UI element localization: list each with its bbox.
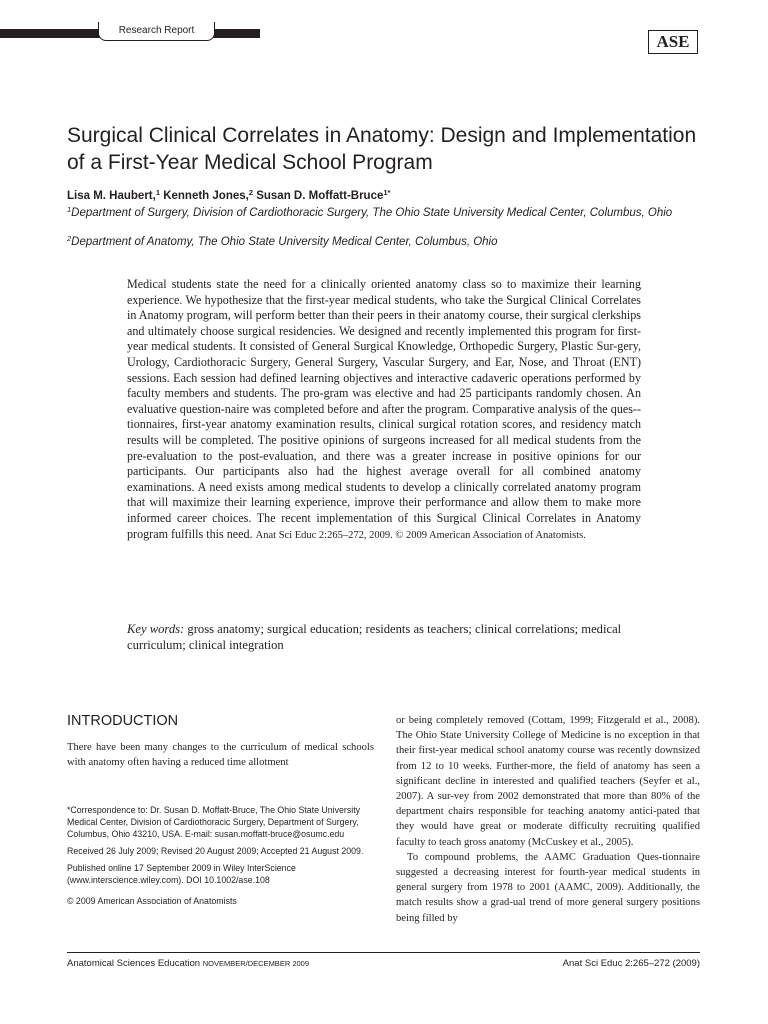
- body-paragraph: To compound problems, the AAMC Graduation Ques-tionnaire suggested a decreasing interest for fourth-year medical students in general surgery from 1978 to 2001 (AAMC, 2009). Additionally, the match results show a grad-ual trend of more general surgery positions being filled by: [396, 851, 700, 924]
- right-column: [396, 713, 700, 926]
- footnotes: [67, 804, 374, 912]
- footer-divider: [67, 952, 700, 953]
- journal-logo: ASE: [648, 30, 698, 54]
- author-affiliation-mark: 1: [155, 188, 160, 197]
- section-label: Research Report: [98, 22, 215, 41]
- abstract-citation: Anat Sci Educ 2:265–272, 2009. © 2009 American Association of Anatomists.: [255, 529, 586, 541]
- published-note: Published online 17 September 2009 in Wiley InterScience (www.interscience.wiley.com). DOI 10.1002/ase.108: [67, 863, 296, 885]
- author-name: Kenneth Jones,: [163, 190, 249, 202]
- author-name: Susan D. Moffatt-Bruce: [256, 190, 384, 202]
- section-heading: INTRODUCTION: [67, 713, 179, 729]
- journal-name: Anatomical Sciences Education: [67, 958, 201, 969]
- footer-journal: [67, 958, 309, 970]
- keywords-text: gross anatomy; surgical education; residents as teachers; clinical correlations; medical curriculum; clinical integration: [127, 622, 622, 652]
- received-note: Received 26 July 2009; Revised 20 August 2009; Accepted 21 August 2009.: [67, 846, 364, 856]
- affiliation-text: Department of Anatomy, The Ohio State University Medical Center, Columbus, Ohio: [71, 236, 498, 248]
- copyright-note: © 2009 American Association of Anatomists: [67, 896, 237, 906]
- author-affiliation-mark: 1*: [383, 188, 391, 197]
- abstract: [127, 277, 641, 543]
- affiliation-number: 1: [67, 205, 72, 214]
- abstract-text: Medical students state the need for a clinically oriented anatomy class so to maximize their learning experience. We hypothesize that the first-year medical students, who take the Surgical Clinical Correlates in Anatomy program, will perform better than their peers in their anatomy course, their surgical clerkships and ultimately choose surgical residencies. We designed and recently implemented this program for first-year medical students. It consisted of General Surgical Knowledge, Orthopedic Surgery, Plastic Sur-gery, Urology, Cardiothoracic Surgery, General Surgery, Vascular Surgery, and Ear, Nose, and Throat (ENT) sessions. Each session had defined learning objectives and interactive cadaveric operations performed by faculty members and students. The pro-gram was elective and had 25 participants randomly chosen. An evaluative question-naire was completed before and after the program. Comparative analysis of the ques-tionnaires, first-year anatomy examination results, clinical surgical rotation scores, and residency match results will be completed. The positive opinions of surgeons increased for all medical students from the pre-evaluation to the post-evaluation, and there was a greater increase in positive opinions for our participants. Our participants also had the highest average overall for all combined anatomy examinations. A need exists among medical students to develop a clinically correlated anatomy program that will maximize their learning experience, improve their performance and allow them to make more informed career choices. The recent implementation of this Surgical Clinical Correlates in Anatomy program fulfills this need.: [127, 277, 641, 541]
- journal-issue: NOVEMBER/DECEMBER 2009: [202, 959, 310, 968]
- author-list: [67, 188, 707, 204]
- correspondence-note: *Correspondence to: Dr. Susan D. Moffatt-Bruce, The Ohio State University Medical Center, Division of Cardiothoracic Surgery, Department of Surgery, Columbus, Ohio 43210, USA. E-mail: susan.moffatt-bruce@osumc.edu: [67, 805, 361, 839]
- author-name: Lisa M. Haubert,: [67, 190, 156, 202]
- intro-paragraph: There have been many changes to the curriculum of medical schools with anatomy often having a reduced time allotment: [67, 742, 374, 768]
- affiliation-text: Department of Surgery, Division of Cardiothoracic Surgery, The Ohio State University Medical Center, Columbus, Ohio: [71, 207, 673, 219]
- article-title: Surgical Clinical Correlates in Anatomy: Design and Implementation of a First-Year Medical School Program: [67, 124, 697, 174]
- body-paragraph: or being completely removed (Cottam, 1999; Fitzgerald et al., 2008). The Ohio State University College of Medicine is no exception in that their first-year medical school anatomy course was recently downsized from 12 to 10 weeks. Further-more, the field of anatomy has seen a significant decline in interested and qualified teachers (Seyfer et al., 2007). A sur-vey from 2002 demonstrated that more than 80% of the department chairs responsible for teaching anatomy antici-pated that they would have great or moderate difficulty recruiting qualified faculty to teach gross anatomy (McCuskey et al., 2005).: [396, 715, 700, 848]
- keywords: [127, 622, 641, 653]
- keywords-label: Key words:: [127, 622, 185, 636]
- author-affiliation-mark: 2: [248, 188, 254, 197]
- affiliation: [67, 205, 707, 221]
- footer-citation: Anat Sci Educ 2:265–272 (2009): [562, 958, 700, 969]
- affiliation: [67, 234, 707, 250]
- affiliation-number: 2: [67, 234, 72, 243]
